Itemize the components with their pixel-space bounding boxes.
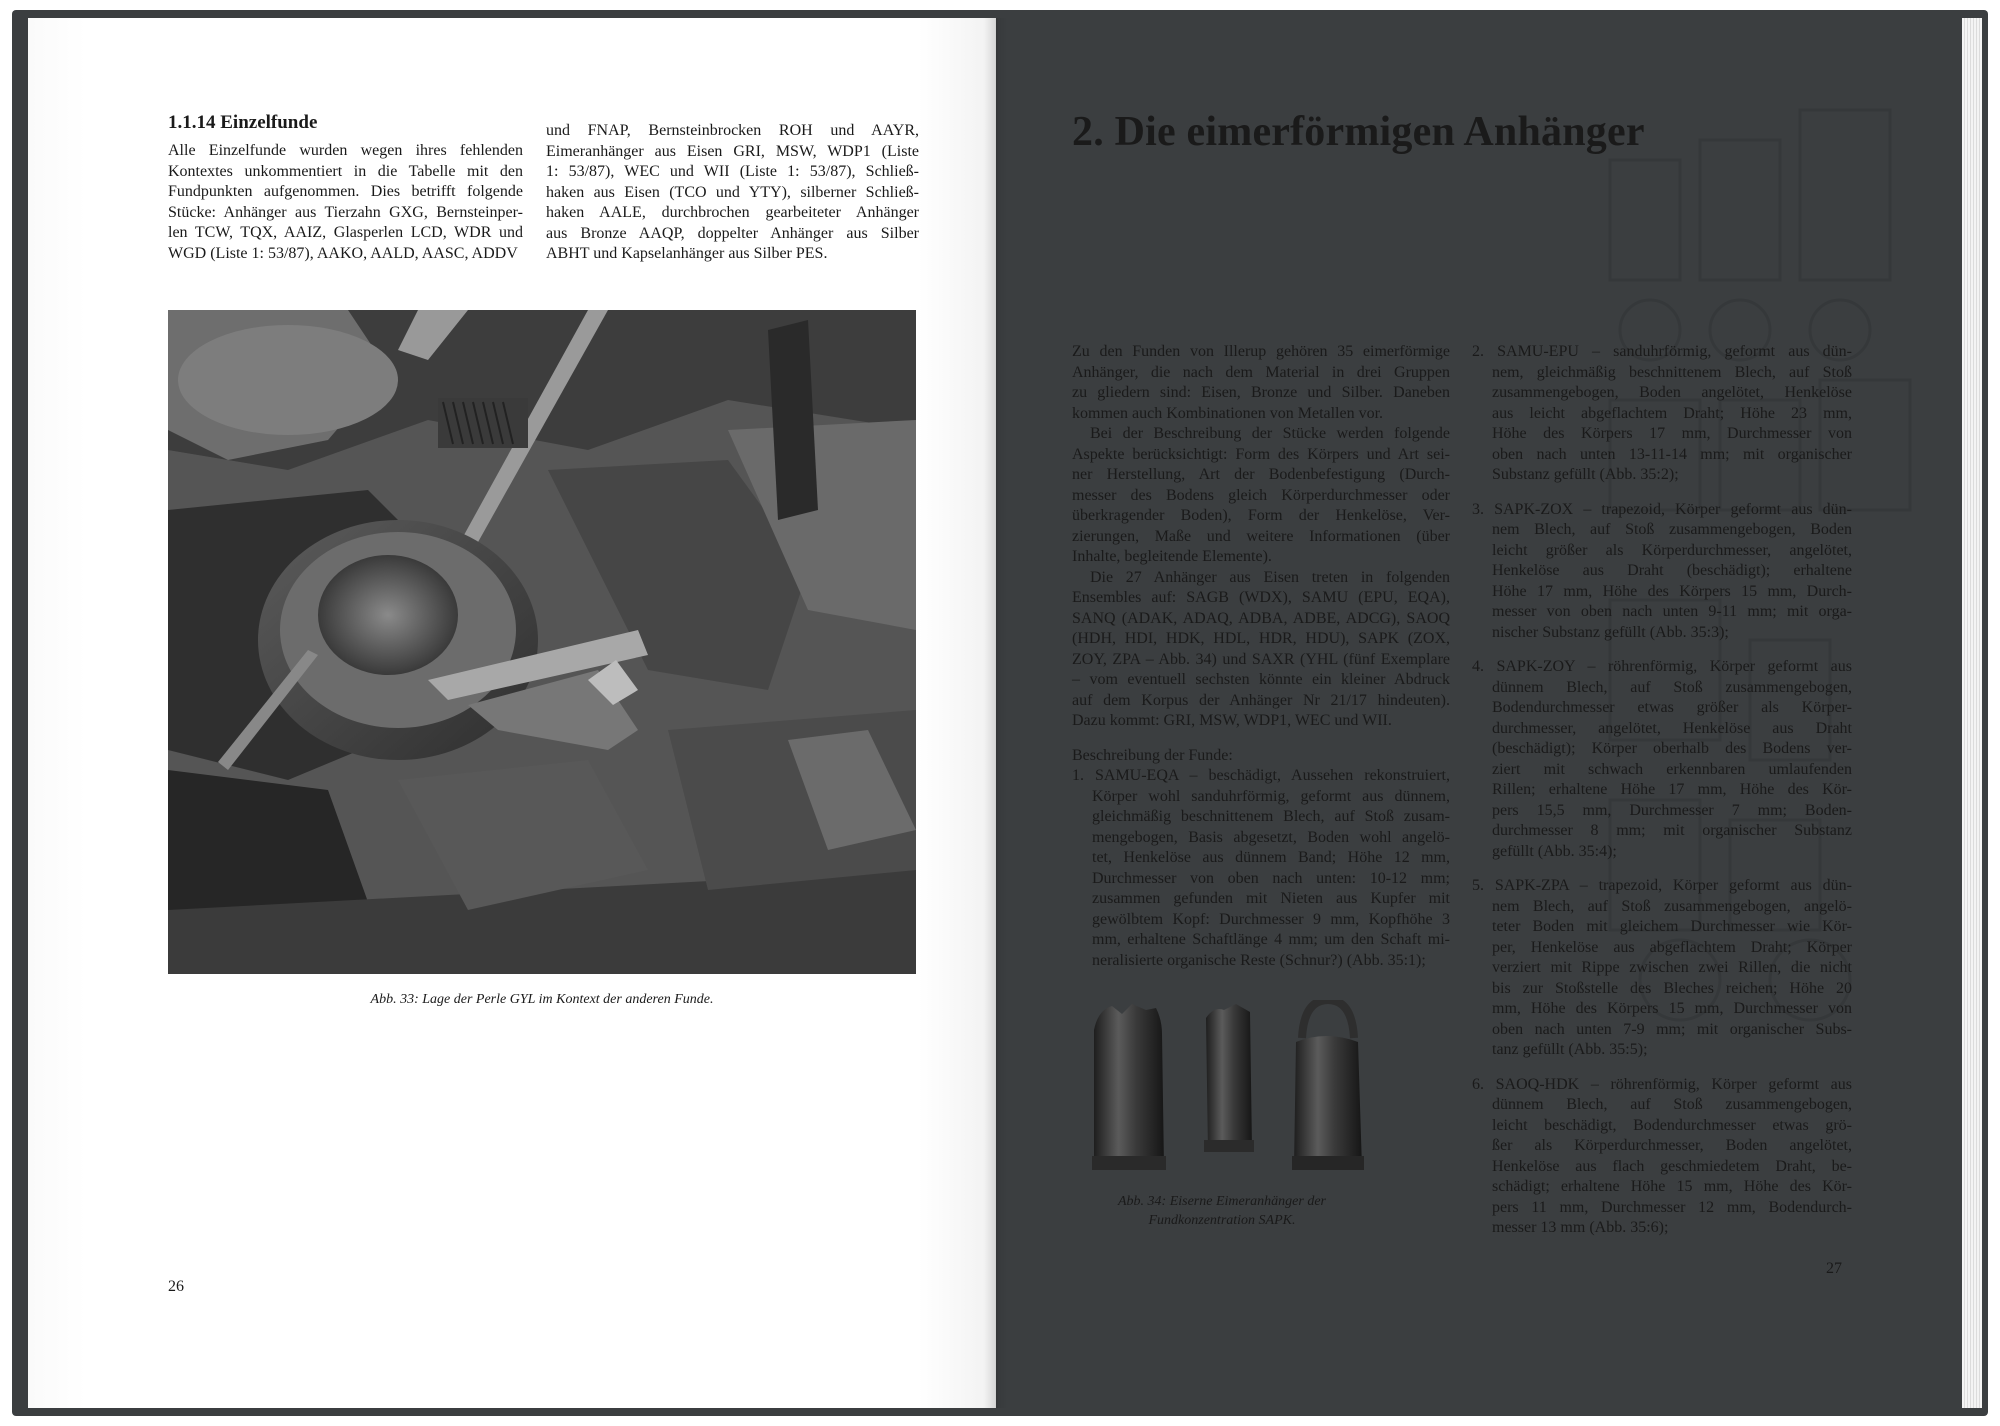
text-line: 4. SAPK-ZOY – röhrenförmig, Körper geformt aus — [1472, 658, 1852, 675]
photo-caption: Abb. 33: Lage der Perle GYL im Kontext der anderen Funde. — [370, 992, 714, 1007]
text-line: bis zur Stoßstelle des Bleches reichen; Höhe 20 — [1492, 979, 1852, 997]
text-line: überkragender Boden), Form der Henkelöse, Ver- — [1072, 507, 1450, 524]
ensembles-paragraph — [1072, 568, 1450, 732]
text-line: pers 15,5 mm, Durchmesser 7 mm; Boden- — [1492, 801, 1852, 819]
text-line: ner Herstellung, Art der Bodenbefestigung (Durch- — [1072, 466, 1450, 483]
text-line: Henkelöse aus flach geschmiedetem Draht, be- — [1492, 1157, 1852, 1175]
text-line: mengebogen, Basis abgesetzt, Boden wohl angelö- — [1092, 828, 1450, 846]
text-line: (beschädigt); Körper oberhalb des Bodens ver- — [1492, 740, 1852, 757]
text-line: Anhänger, die nach dem Material in drei Gruppen — [1072, 363, 1450, 381]
text-line: Substanz gefüllt (Abb. 35:2); — [1492, 466, 1679, 483]
text-line: Zu den Funden von Illerup gehören 35 eimerförmige — [1072, 343, 1450, 360]
chapter-title: 2. Die eimerförmigen Anhänger — [1072, 109, 1645, 155]
paragraph — [546, 121, 919, 265]
text-line: Inhalte, begleitende Elemente). — [1072, 548, 1272, 565]
page-number: 26 — [168, 1278, 184, 1295]
text-line: ZOY, ZPA – Abb. 34) und SAXR (YHL (fünf Exemplare — [1072, 650, 1450, 668]
description-heading: Beschreibung der Funde: — [1072, 746, 1233, 764]
text-line: haken AALE, durchbrochen gearbeiteter Anhänger — [546, 204, 919, 221]
text-line: zu gliedern sind: Eisen, Bronze und Silber. Daneben — [1072, 384, 1450, 401]
intro-paragraph — [1072, 342, 1450, 424]
item-5 — [1472, 876, 1852, 1061]
text-line: messer 13 mm (Abb. 35:6); — [1492, 1219, 1669, 1236]
right-column-2 — [1472, 342, 1852, 1239]
spacer — [1472, 643, 1852, 657]
item-3 — [1472, 500, 1852, 644]
spacer — [1472, 1061, 1852, 1075]
excavation-photo — [168, 310, 916, 974]
text-line: 3. SAPK-ZOX – trapezoid, Körper geformt aus dün- — [1472, 500, 1852, 518]
text-line: zierungen, Maße und weitere Informationen (über — [1072, 527, 1450, 545]
iron-pendants-image — [1090, 1000, 1370, 1176]
text-line: zusammengebogen, Boden angelötet, Henkelöse — [1492, 384, 1852, 401]
text-line: mm, erhaltene Schaftlänge 4 mm; um den Schaft mi- — [1092, 931, 1450, 948]
spacer — [1472, 862, 1852, 876]
excavation-photo-image — [168, 310, 916, 974]
text-line: kommen auch Kombinationen von Metallen vor. — [1072, 404, 1384, 422]
text-line: leicht beschädigt, Bodendurchmesser etwas grö- — [1492, 1116, 1852, 1134]
text-line: Durchmesser von oben nach unten: 10-12 mm; — [1092, 869, 1450, 887]
text-line: oben nach unten 7-9 mm; mit organischer Subs- — [1492, 1020, 1852, 1038]
text-line: Höhe 17 mm, Höhe des Körpers 15 mm, Durch- — [1492, 582, 1852, 600]
item-1 — [1072, 766, 1450, 971]
text-line: mm, Höhe des Körpers 15 mm, Durchmesser von — [1492, 1000, 1852, 1017]
text-line: gefüllt (Abb. 35:4); — [1492, 842, 1617, 860]
text-line: messer von oben nach unten 9-11 mm; mit orga- — [1492, 603, 1852, 620]
text-line: gleichmäßig beschnittenem Blech, auf Stoß zusam- — [1092, 808, 1450, 825]
page-number-right: 27 — [1826, 1260, 1842, 1277]
text-line: auf dem Korpus der Anhänger Nr 21/17 hindeuten). — [1072, 691, 1450, 709]
text-line: 1. SAMU-EQA – beschädigt, Aussehen rekonstruiert, — [1072, 767, 1450, 784]
item-4 — [1472, 657, 1852, 862]
text-line: schädigt; erhaltene Höhe 15 mm, Höhe des Kör- — [1492, 1178, 1852, 1195]
text-line: oben nach unten 13-11-14 mm; mit organischer — [1492, 445, 1852, 463]
aspects-paragraph — [1072, 424, 1450, 568]
text-line: leicht größer als Körperdurchmesser, angelötet, — [1492, 541, 1852, 559]
book-gutter — [984, 18, 1008, 1408]
spacer — [1472, 486, 1852, 500]
text-line: zusammen gefunden mit Nieten aus Kupfer mit — [1092, 890, 1450, 907]
spacer — [1072, 732, 1450, 746]
text-line: Bodendurchmesser etwas größer als Körper- — [1492, 699, 1852, 716]
pendant-zox — [1092, 1004, 1166, 1170]
text-line: 2. SAMU-EPU – sanduhrförmig, geformt aus dün- — [1472, 343, 1852, 360]
text-line: per, Henkelöse aus abgeflachtem Draht; Körper — [1492, 938, 1852, 956]
right-column-1 — [1072, 342, 1450, 971]
page-edges — [1962, 18, 1982, 1408]
paragraph — [168, 141, 523, 264]
text-line: nem Blech, auf Stoß zusammengebogen, Boden — [1492, 521, 1852, 538]
text-line: gewölbtem Kopf: Durchmesser 9 mm, Kopfhöhe 3 — [1092, 910, 1450, 928]
text-line: Henkelöse aus Draht (beschädigt); erhaltene — [1492, 562, 1852, 579]
text-line: aus leicht abgeflachtem Draht; Höhe 23 mm, — [1492, 404, 1852, 422]
text-line: 5. SAPK-ZPA – trapezoid, Körper geformt aus dün- — [1472, 877, 1852, 894]
text-line: tanz gefüllt (Abb. 35:5); — [1492, 1041, 1648, 1058]
text-line: 6. SAOQ-HDK – röhrenförmig, Körper geformt aus — [1472, 1075, 1852, 1093]
text-line: WGD (Liste 1: 53/87), AAKO, AALD, AASC, ADDV — [168, 244, 518, 262]
text-line: Aspekte berücksichtigt: Form des Körpers und Art sei- — [1072, 445, 1450, 463]
text-line: durchmesser, angelötet, Henkelöse aus Draht — [1492, 719, 1852, 737]
text-line: Bei der Beschreibung der Stücke werden folgende — [1090, 425, 1450, 442]
iron-pendants-figure — [1090, 1000, 1370, 1176]
text-line: Fundpunkten aufgenommen. Dies betrifft folgende — [168, 183, 523, 200]
text-line: neralisierte organische Reste (Schnur?) (Abb. 35:1); — [1092, 951, 1426, 969]
text-line: Alle Einzelfunde wurden wegen ihres fehlenden — [168, 142, 523, 159]
text-line: ßer als Körperdurchmesser, Boden angelötet, — [1492, 1137, 1852, 1154]
text-line: ziert mit schwach erkennbaren umlaufenden — [1492, 760, 1852, 778]
text-line: dünnem Blech, auf Stoß zusammengebogen, — [1492, 678, 1852, 696]
pendant-zpa — [1292, 1000, 1364, 1170]
text-line: haken aus Eisen (TCO und YTY), silberner Schließ- — [546, 183, 919, 201]
text-line: aus Bronze AAQP, doppelter Anhänger aus Silber — [546, 224, 919, 242]
pendant-zoy — [1204, 1004, 1254, 1152]
text-line: (HDH, HDI, HDK, HDL, HDR, HDU), SAPK (ZOX, — [1072, 630, 1450, 647]
caption-line: Abb. 34: Eiserne Eimeranhänger der — [1117, 1194, 1327, 1209]
left-column-2 — [546, 121, 919, 265]
text-line: 1: 53/87), WEC und WII (Liste 1: 53/87), Schließ- — [546, 163, 919, 180]
text-line: Stücke: Anhänger aus Tierzahn GXG, Bernsteinper- — [168, 203, 523, 221]
text-line: Kontextes unkommentiert in die Tabelle mit den — [168, 162, 523, 180]
text-line: messer des Bodens gleich Körperdurchmesser oder — [1072, 486, 1450, 504]
caption-line: Fundkonzentration SAPK. — [1148, 1213, 1296, 1228]
left-column-1 — [168, 141, 523, 264]
text-line: teter Boden mit gleichem Durchmesser wie Kör- — [1492, 918, 1852, 935]
text-line: Rillen; erhaltene Höhe 17 mm, Höhe des Kör- — [1492, 781, 1852, 798]
item-6 — [1472, 1075, 1852, 1239]
text-line: verziert mit Rippe zwischen zwei Rillen, die nicht — [1492, 959, 1852, 976]
text-line: und FNAP, Bernsteinbrocken ROH und AAYR, — [546, 122, 919, 139]
text-line: Ensembles auf: SAGB (WDX), SAMU (EPU, EQA), — [1072, 589, 1450, 606]
artifacts-caption — [1082, 1192, 1362, 1230]
text-line: ABHT und Kapselanhänger aus Silber PES. — [546, 245, 828, 262]
text-line: – vom eventuell sechsten könnte ein kleiner Abdruck — [1072, 671, 1450, 688]
text-line: Dazu kommt: GRI, MSW, WDP1, WEC und WII. — [1072, 712, 1392, 729]
text-line: nem Blech, auf Stoß zusammengebogen, angelö- — [1492, 897, 1852, 915]
text-line: nem, gleichmäßig beschnittenem Blech, auf Stoß — [1492, 363, 1852, 381]
text-line: dünnem Blech, auf Stoß zusammengebogen, — [1492, 1096, 1852, 1113]
text-line: nischer Substanz gefüllt (Abb. 35:3); — [1492, 623, 1729, 641]
text-line: Eimeranhänger aus Eisen GRI, MSW, WDP1 (Liste — [546, 142, 919, 160]
text-line: Körper wohl sanduhrförmig, geformt aus dünnem, — [1092, 787, 1450, 805]
text-line: durchmesser 8 mm; mit organischer Substanz — [1492, 822, 1852, 839]
text-line: Höhe des Körpers 17 mm, Durchmesser von — [1492, 425, 1852, 442]
text-line: len TCW, TQX, AAIZ, Glasperlen LCD, WDR und — [168, 224, 523, 241]
text-line: Die 27 Anhänger aus Eisen treten in folgenden — [1090, 568, 1450, 586]
item-2 — [1472, 342, 1852, 486]
text-line: tet, Henkelöse aus dünnem Band; Höhe 12 mm, — [1092, 849, 1450, 866]
section-heading: 1.1.14 Einzelfunde — [168, 112, 318, 133]
text-line: pers 11 mm, Durchmesser 12 mm, Bodendurch- — [1492, 1198, 1852, 1216]
text-line: SANQ (ADAK, ADAQ, ADBA, ADBE, ADCG), SAOQ — [1072, 609, 1450, 627]
